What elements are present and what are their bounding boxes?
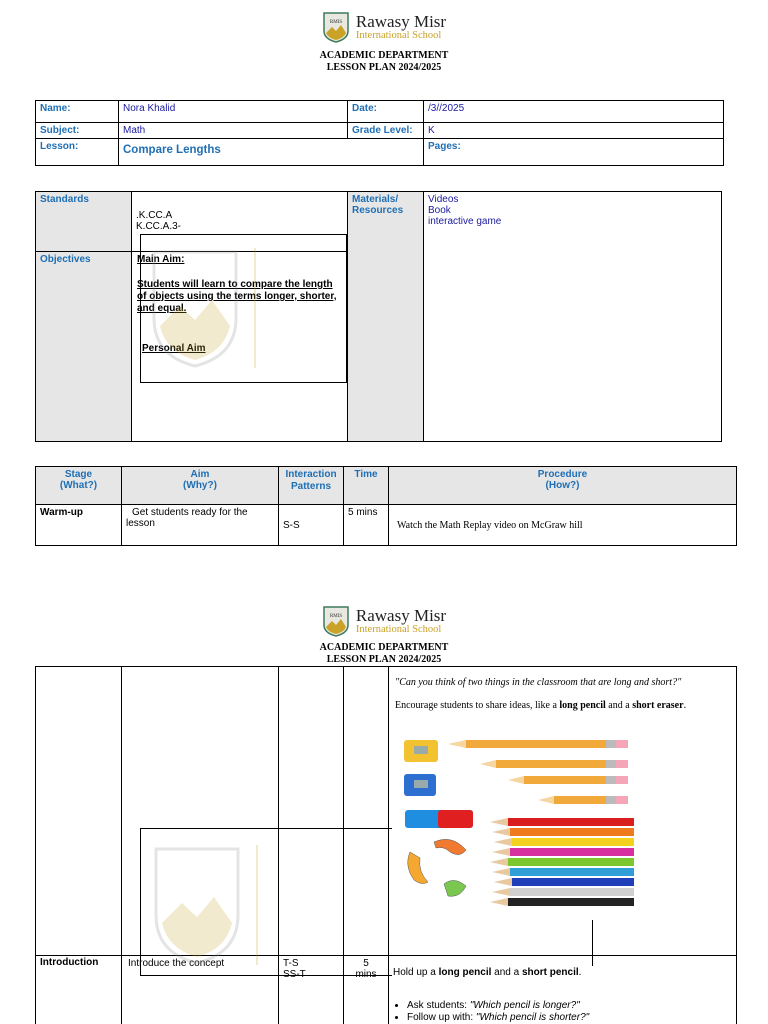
department-title: ACADEMIC DEPARTMENT LESSON PLAN 2024/2025 xyxy=(319,642,449,665)
lesson-value: Compare Lengths xyxy=(119,139,424,166)
materials-list xyxy=(424,192,722,442)
date-value: /3//2025 xyxy=(424,101,724,123)
intro-procedure xyxy=(389,956,737,1024)
objectives-label: Objectives xyxy=(36,252,132,442)
standards-table xyxy=(35,191,722,442)
material-item: interactive game xyxy=(428,216,502,227)
warmup-procedure: Watch the Math Replay video on McGraw hill xyxy=(389,505,737,546)
school-subtitle: International School xyxy=(355,29,442,41)
department-title: ACADEMIC DEPARTMENT LESSON PLAN 2024/2025 xyxy=(319,50,449,73)
material-item: Videos xyxy=(428,194,459,205)
col-interaction: Interaction Patterns xyxy=(279,467,344,505)
page2-header xyxy=(0,604,768,666)
school-name: Rawasy Misr xyxy=(355,11,447,31)
list-item: • Follow up with: "Which pencil is shorter?" xyxy=(407,1012,732,1024)
material-item: Book xyxy=(428,205,451,216)
main-aim-label: Main Aim: xyxy=(137,254,185,265)
grade-label: Grade Level: xyxy=(348,123,424,139)
svg-text:RMIS: RMIS xyxy=(329,20,343,25)
school-name: Rawasy Misr xyxy=(355,605,447,625)
text-box-edge xyxy=(592,920,593,966)
pages-label: Pages: xyxy=(424,139,724,166)
warmup-stage: Warm-up xyxy=(36,505,122,546)
col-stage: Stage (What?) xyxy=(36,467,122,505)
warmup-interaction: S-S xyxy=(279,505,344,546)
text-box-divider xyxy=(140,234,347,251)
procedure-table xyxy=(35,466,737,546)
intro-interaction: T-S SS-T xyxy=(279,956,344,1024)
col-time: Time xyxy=(344,467,389,505)
intro-time: 5 mins xyxy=(344,956,389,1024)
lesson-info-table xyxy=(35,100,724,166)
warmup-aim: Get students ready for the lesson xyxy=(122,505,279,546)
encourage-text: Encourage students to share ideas, like a long pencil and a short eraser. xyxy=(395,700,687,711)
school-logo xyxy=(0,604,768,638)
subject-label: Subject: xyxy=(36,123,119,139)
question-list xyxy=(393,1000,732,1024)
standards-line-1: .K.CC.A xyxy=(136,210,173,221)
standards-label: Standards xyxy=(36,192,132,252)
cont-stage-cell xyxy=(36,667,122,956)
warmup-time: 5 mins xyxy=(344,505,389,546)
school-shield-icon xyxy=(322,11,350,43)
school-subtitle: International School xyxy=(355,623,442,635)
subject-value: Math xyxy=(119,123,348,139)
list-item: • Ask students: "Which pencil is longer?" xyxy=(407,1000,732,1012)
grade-value: K xyxy=(424,123,724,139)
col-procedure: Procedure (How?) xyxy=(389,467,737,505)
school-shield-icon xyxy=(322,605,350,637)
lesson-label: Lesson: xyxy=(36,139,119,166)
school-logo xyxy=(0,10,768,44)
page1-header xyxy=(0,10,768,74)
intro-aim: Introduce the concept xyxy=(122,956,279,1024)
personal-aim-label: Personal Aim xyxy=(142,343,206,354)
main-aim-text: Students will learn to compare the length of objects using the terms longer, shorter, and equal. xyxy=(137,279,337,314)
text-box-frame xyxy=(140,234,347,383)
svg-text:RMIS: RMIS xyxy=(329,614,343,619)
col-aim: Aim (Why?) xyxy=(122,467,279,505)
pencils-illustration xyxy=(400,734,640,910)
standards-line-2: K.CC.A.3- xyxy=(136,221,182,232)
date-label: Date: xyxy=(348,101,424,123)
name-label: Name: xyxy=(36,101,119,123)
holdup-text: Hold up a long pencil and a short pencil. xyxy=(393,967,582,978)
text-box-frame xyxy=(140,828,392,976)
name-value: Nora Khalid xyxy=(119,101,348,123)
materials-label: Materials/ Resources xyxy=(348,192,424,442)
classroom-question: "Can you think of two things in the classroom that are long and short?" xyxy=(395,677,682,688)
intro-stage: Introduction xyxy=(36,956,122,1024)
